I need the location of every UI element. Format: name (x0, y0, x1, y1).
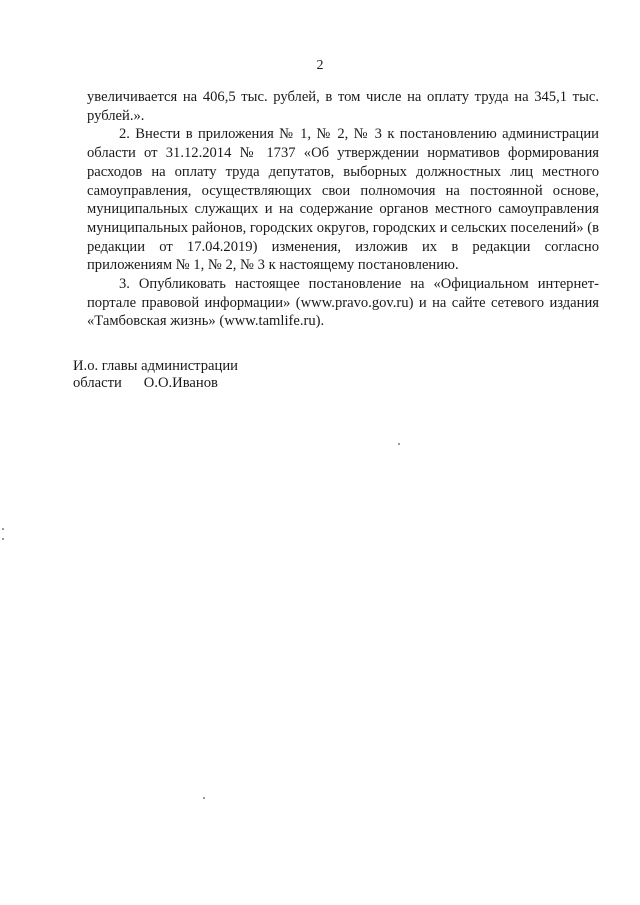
scan-speck (398, 443, 400, 445)
signatory-name: О.О.Иванов (143, 375, 218, 391)
paragraph-item-2: 2. Внести в приложения № 1, № 2, № 3 к постановлению администрации области от 31.12.2014 № 1737 «Об утверждении нормативов формирования расходов на оплату труда депутатов, выборных должностных лиц местного самоуправления, осуществляющих свои полномочия на постоянной основе, муниципальных служащих и на содержание органов местного самоуправления муниципальных районов, городских округов, городских и сельских поселений» (в редакции от 17.04.2019) изменения, изложив их в редакции согласно приложениям № 1, № 2, № 3 к настоящему постановлению. (87, 126, 599, 274)
document-body (87, 88, 599, 331)
paragraph-item-3: 3. Опубликовать настоящее постановление на «Официальном интернет-портале правовой информации» (www.pravo.gov.ru) и на сайте сетевого издания «Тамбовская жизнь» (www.tamlife.ru). (87, 276, 599, 330)
scan-speck (2, 538, 4, 540)
scan-speck (203, 797, 205, 799)
signature-block (73, 358, 238, 392)
signatory-region: области (73, 375, 122, 391)
page-number: 2 (316, 58, 324, 73)
scan-speck (2, 528, 4, 530)
paragraph-continuation: увеличивается на 406,5 тыс. рублей, в том числе на оплату труда на 345,1 тыс. рублей.». (87, 89, 599, 124)
signatory-position: И.о. главы администрации (73, 358, 238, 374)
